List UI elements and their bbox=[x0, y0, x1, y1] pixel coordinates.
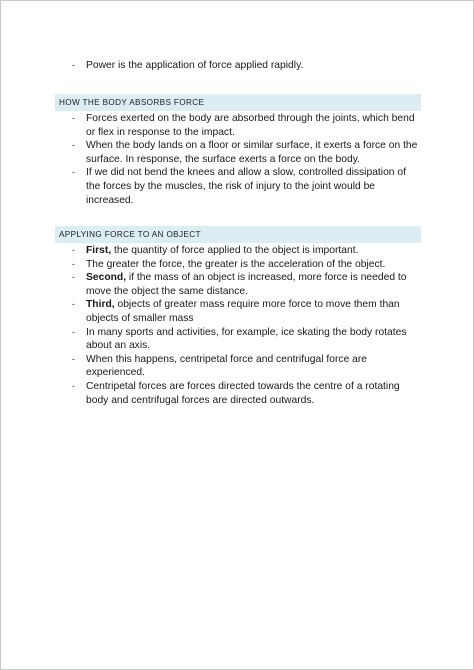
bullet-dash: - bbox=[72, 258, 75, 269]
intro-list bbox=[69, 59, 419, 73]
list-item-text: Centripetal forces are forces directed towards the centre of a rotating body and centrifugal forces are directed outwards. bbox=[86, 380, 400, 406]
list-item bbox=[69, 353, 419, 380]
list-item bbox=[69, 298, 419, 325]
section-heading-applying-force: APPLYING FORCE TO AN OBJECT bbox=[55, 226, 421, 243]
list-item-lead: Third, bbox=[86, 299, 115, 311]
list-item-text: if the mass of an object is increased, more force is needed to move the object the same distance. bbox=[86, 272, 407, 297]
list-item bbox=[69, 326, 419, 353]
list-item bbox=[69, 112, 419, 139]
list-item bbox=[69, 380, 419, 407]
bullet-dash: - bbox=[72, 60, 75, 70]
list-item-text: the quantity of force applied to the object is important. bbox=[111, 245, 359, 256]
bullet-dash: - bbox=[72, 245, 75, 255]
bullet-dash: - bbox=[72, 326, 75, 337]
list-item-lead: First, bbox=[86, 245, 112, 256]
bullet-dash: - bbox=[72, 299, 75, 310]
list-item-text: The greater the force, the greater is the acceleration of the object. bbox=[86, 258, 386, 270]
list-item bbox=[69, 139, 419, 166]
list-item bbox=[69, 244, 419, 258]
list-item-text: objects of greater mass require more force to move them than objects of smaller mass bbox=[86, 299, 400, 324]
absorbs-force-list bbox=[69, 112, 419, 207]
list-item-text: In many sports and activities, for example, ice skating the body rotates about an axis. bbox=[86, 326, 407, 352]
list-item bbox=[69, 59, 419, 73]
list-item-text: Power is the application of force applied rapidly. bbox=[86, 60, 304, 71]
list-item-text: When the body lands on a floor or similar surface, it exerts a force on the surface. In response, the surface exerts a force on the body. bbox=[86, 140, 418, 165]
applying-force-list bbox=[69, 244, 419, 407]
bullet-dash: - bbox=[72, 140, 75, 151]
bullet-dash: - bbox=[72, 167, 75, 178]
list-item bbox=[69, 166, 419, 207]
bullet-dash: - bbox=[72, 353, 75, 364]
list-item-text: Forces exerted on the body are absorbed through the joints, which bend or flex in response to the impact. bbox=[86, 113, 415, 138]
list-item-text: If we did not bend the knees and allow a slow, controlled dissipation of the forces by the muscles, the risk of injury to the joint would be increased. bbox=[86, 167, 406, 206]
list-item bbox=[69, 271, 419, 298]
bullet-dash: - bbox=[72, 272, 75, 283]
bullet-dash: - bbox=[72, 380, 75, 391]
list-item bbox=[69, 258, 419, 272]
section-heading-absorbs-force: HOW THE BODY ABSORBS FORCE bbox=[55, 94, 421, 111]
list-item-lead: Second, bbox=[86, 272, 127, 284]
bullet-dash: - bbox=[72, 113, 75, 123]
list-item-text: When this happens, centripetal force and centrifugal force are experienced. bbox=[86, 353, 368, 379]
